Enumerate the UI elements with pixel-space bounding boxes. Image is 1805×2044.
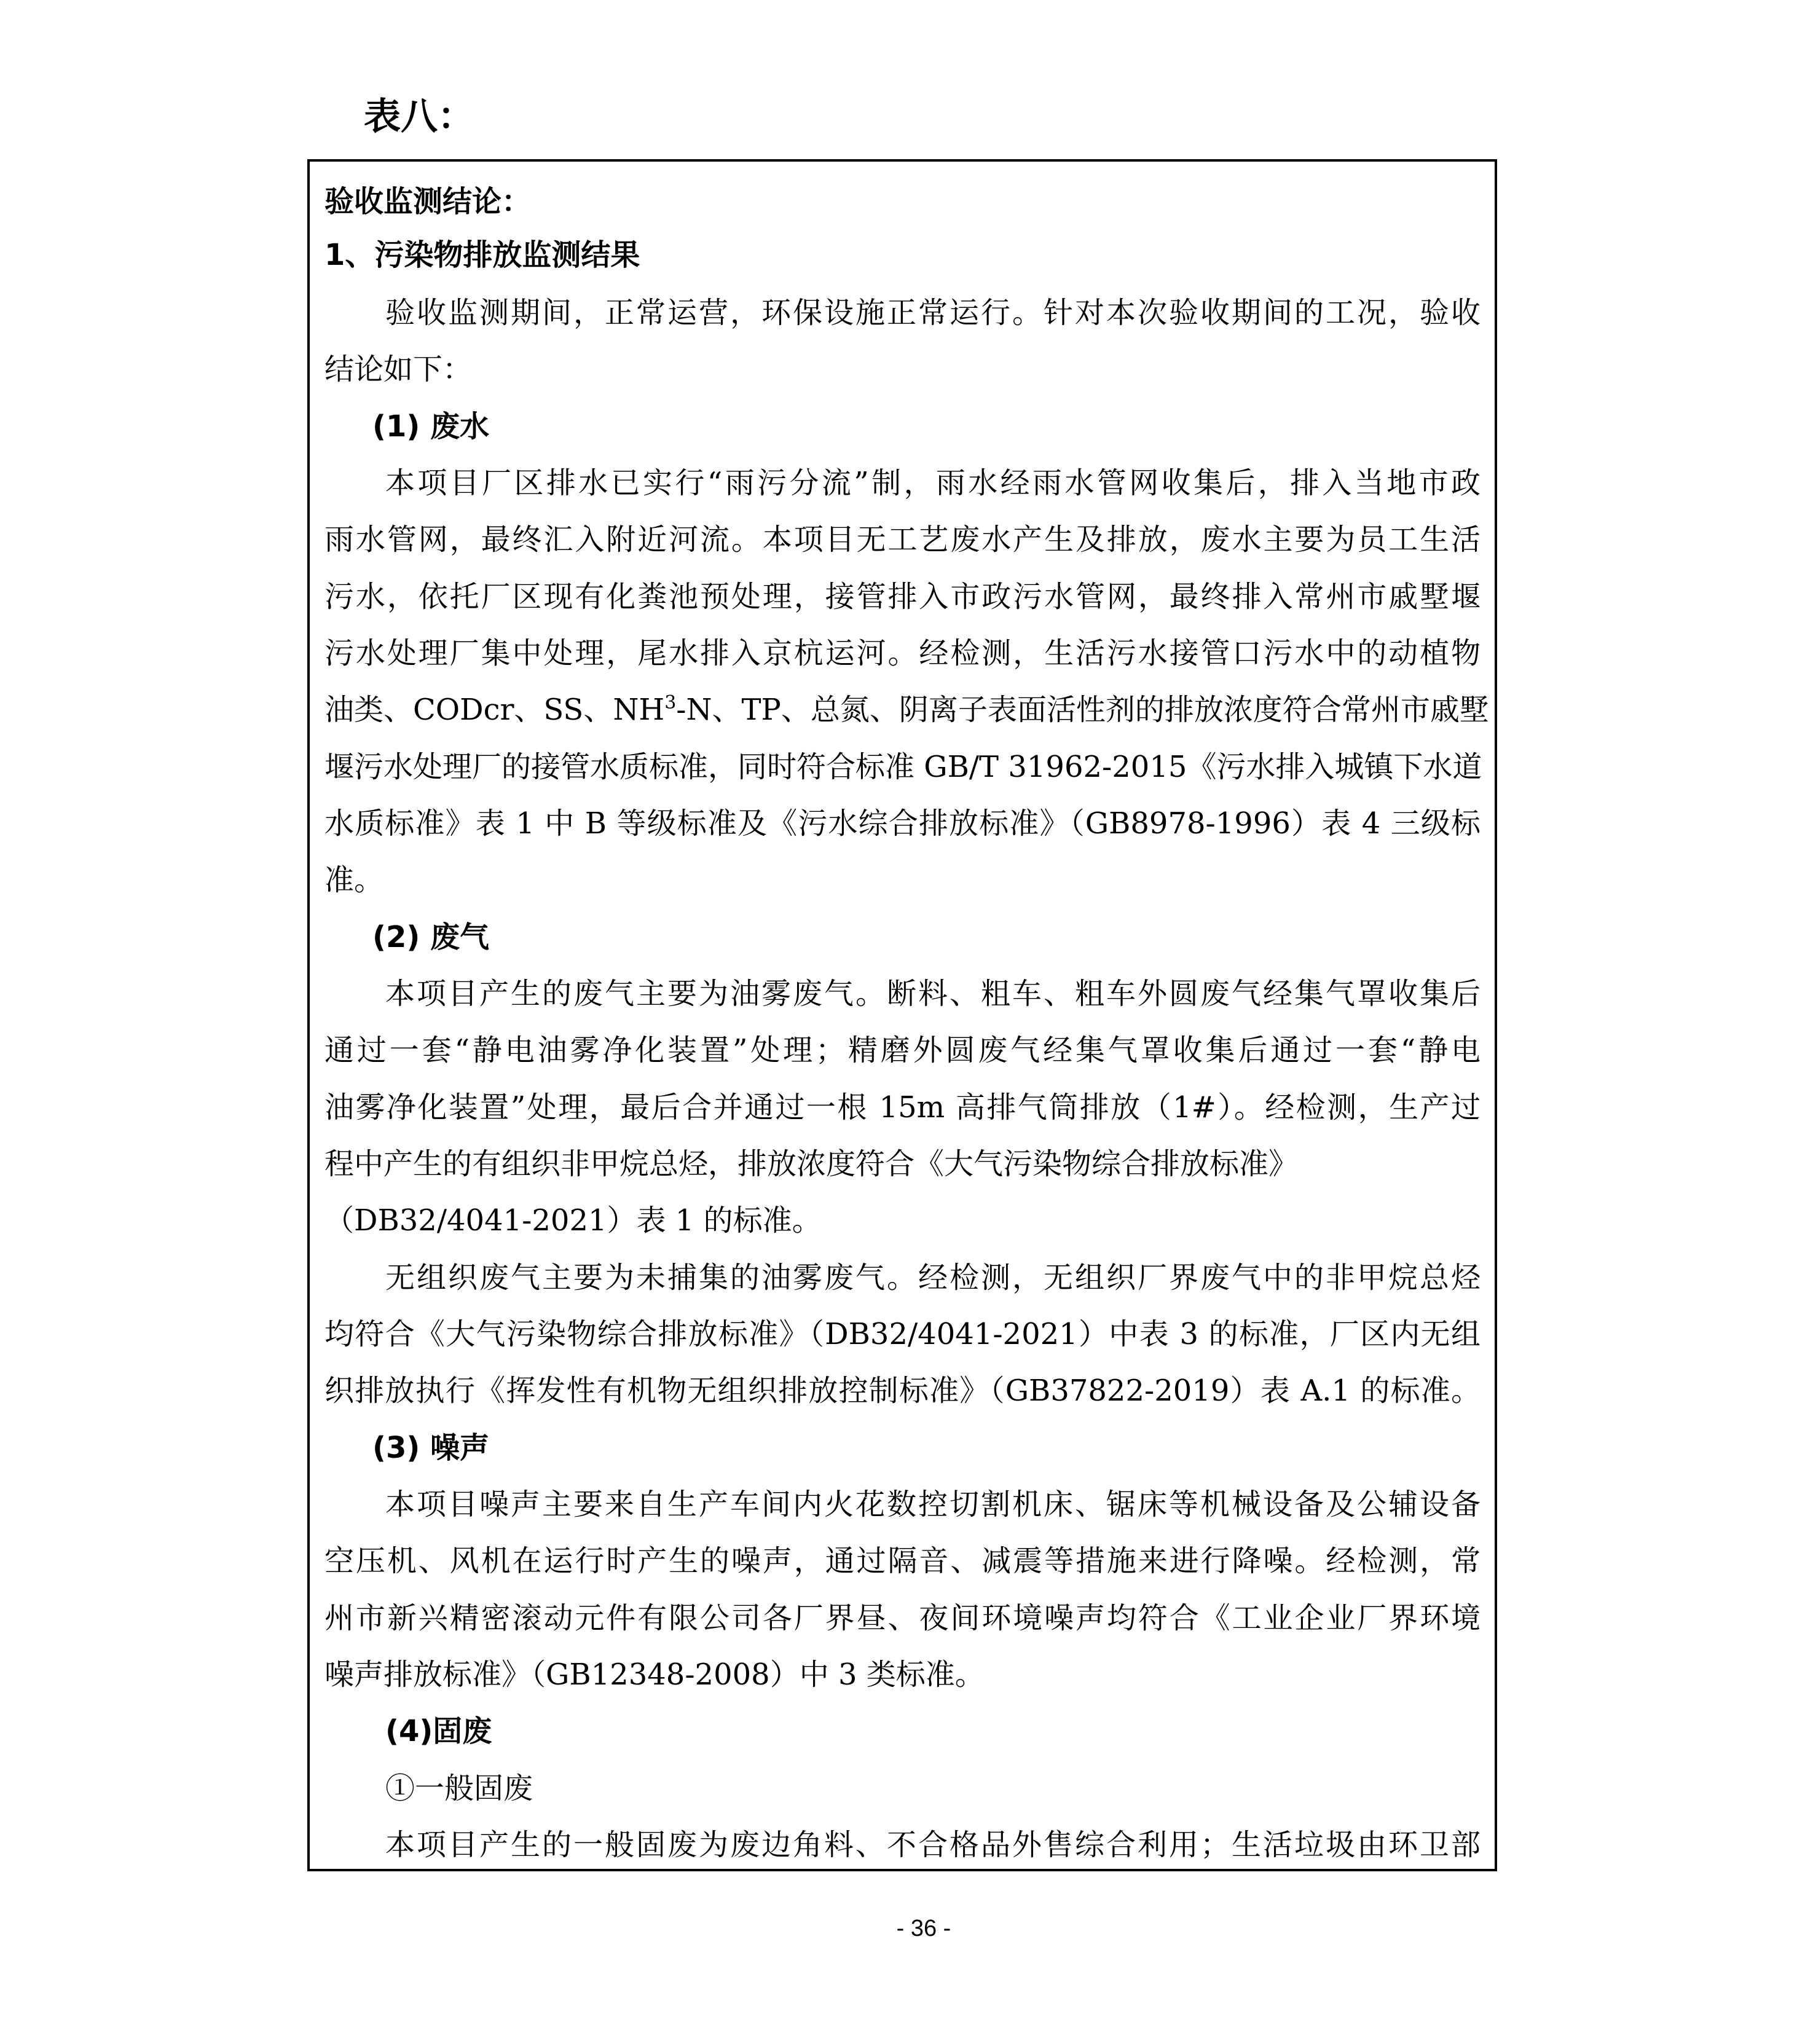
text-segment: -N、TP、总氮、阴离子表面活性剂的排放浓度符合常州市戚墅 <box>676 693 1489 727</box>
paragraph-line: 水质标准》表 1 中 B 等级标准及《污水综合排放标准》（GB8978-1996）表 4 三级标 <box>324 806 1481 841</box>
paragraph-line: 污水，依托厂区现有化粪池预处理，接管排入市政污水管网，最终排入常州市戚墅堰 <box>324 580 1481 614</box>
paragraph-line: 程中产生的有组织非甲烷总烃，排放浓度符合《大气污染物综合排放标准》 <box>324 1147 1299 1181</box>
paragraph-line: 验收监测期间，正常运营，环保设施正常运行。针对本次验收期间的工况，验收 <box>385 296 1481 330</box>
paragraph-line: 本项目厂区排水已实行“雨污分流”制，雨水经雨水管网收集后，排入当地市政 <box>385 466 1481 500</box>
general-solid-waste-heading: ①一般固废 <box>385 1771 533 1806</box>
paragraph-line: 污水处理厂集中处理，尾水排入京杭运河。经检测，生活污水接管口污水中的动植物 <box>324 636 1481 670</box>
paragraph-line: （DB32/4041-2021）表 1 的标准。 <box>324 1203 822 1238</box>
paragraph-line: 本项目产生的废气主要为油雾废气。断料、粗车、粗车外圆废气经集气罩收集后 <box>385 977 1481 1011</box>
page-number: - 36 - <box>896 1916 951 1941</box>
paragraph-line: 通过一套“静电油雾净化装置”处理；精磨外圆废气经集气罩收集后通过一套“静电 <box>324 1033 1481 1067</box>
paragraph-line: 雨水管网，最终汇入附近河流。本项目无工艺废水产生及排放，废水主要为员工生活 <box>324 522 1481 557</box>
section-heading: 验收监测结论： <box>324 184 532 219</box>
paragraph-line: 本项目产生的一般固废为废边角料、不合格品外售综合利用；生活垃圾由环卫部 <box>385 1828 1481 1862</box>
paragraph-line: 空压机、风机在运行时产生的噪声，通过隔音、减震等措施来进行降噪。经检测，常 <box>324 1544 1481 1578</box>
noise-heading: (3) 噪声 <box>372 1431 489 1465</box>
paragraph-line: 均符合《大气污染物综合排放标准》（DB32/4041-2021）中表 3 的标准，厂区内无组 <box>324 1317 1481 1351</box>
paragraph-line: 噪声排放标准》（GB12348-2008）中 3 类标准。 <box>324 1657 985 1692</box>
solid-waste-heading: (4)固废 <box>385 1714 492 1748</box>
section-subheading: 1、污染物排放监测结果 <box>324 238 640 272</box>
paragraph-line: 州市新兴精密滚动元件有限公司各厂界昼、夜间环境噪声均符合《工业企业厂界环境 <box>324 1601 1481 1635</box>
paragraph-line: 结论如下： <box>324 352 473 387</box>
paragraph-line: 堰污水处理厂的接管水质标准，同时符合标准 GB/T 31962-2015《污水排入城镇下水道 <box>324 750 1482 784</box>
text-segment: 油类、CODcr、SS、NH <box>324 693 665 727</box>
paragraph-line: 油雾净化装置”处理，最后合并通过一根 15m 高排气筒排放（1#）。经检测，生产过 <box>324 1090 1481 1125</box>
page-title: 表八： <box>364 95 474 138</box>
paragraph-line-nh3 <box>324 688 1489 731</box>
paragraph-line: 准。 <box>324 863 384 897</box>
superscript: 3 <box>664 692 677 713</box>
exhaust-heading: (2) 废气 <box>372 920 489 954</box>
paragraph-line: 无组织废气主要为未捕集的油雾废气。经检测，无组织厂界废气中的非甲烷总烃 <box>385 1260 1481 1295</box>
paragraph-line: 织排放执行《挥发性有机物无组织排放控制标准》（GB37822-2019）表 A.1 的标准。 <box>324 1374 1481 1408</box>
paragraph-line: 本项目噪声主要来自生产车间内火花数控切割机床、锯床等机械设备及公辅设备 <box>385 1487 1481 1522</box>
wastewater-heading: (1) 废水 <box>372 409 489 444</box>
